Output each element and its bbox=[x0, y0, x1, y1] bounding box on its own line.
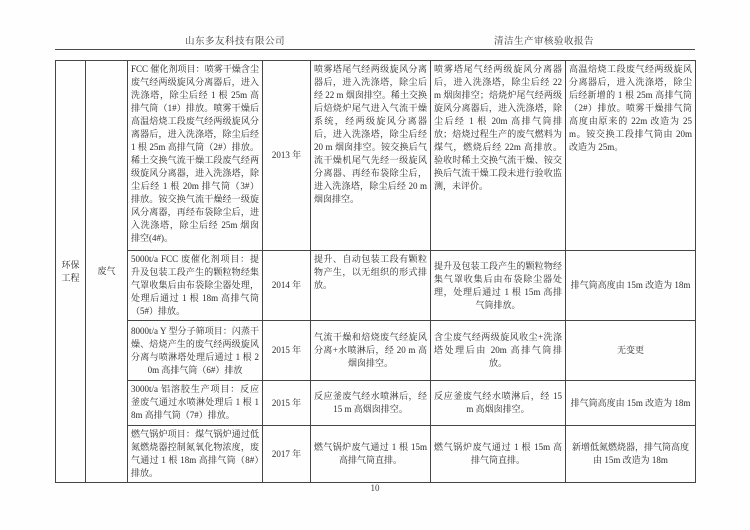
table-cell-original: 燃气锅炉废气通过 1 根 15m 高排气筒直排。 bbox=[311, 426, 431, 483]
table-cell-change: 新增低氮燃烧器，排气筒高度由 15m 改造为 18m bbox=[566, 426, 696, 483]
table-row bbox=[56, 381, 696, 426]
table-cell-original: 反应釜废气经水喷淋后，经 15 m 高烟囱排空。 bbox=[311, 381, 431, 426]
table-row bbox=[56, 426, 696, 483]
table-cell-project: 5000t/a FCC 废催化剂项目：提升及包装工段产生的颗粒物经集气罩收集后由布袋除尘器处理，处理后通过 1 根 18m 高排气筒（5#）排放。 bbox=[128, 251, 263, 321]
table-cell-project: 燃气锅炉项目：煤气锅炉通过低氮燃烧器控制氮氧化物浓度，废气通过 1 根 18m 高排气筒（8#）排放。 bbox=[128, 426, 263, 483]
table-cell-project: 8000t/a Y 型分子筛项目：闪蒸干燥、焙烧产生的废气经两级旋风分离与喷淋塔处理后通过 1 根 20m 高排气筒（6#）排放 bbox=[128, 321, 263, 381]
table-cell-change: 排气筒高度由 15m 改造为 18m bbox=[566, 251, 696, 321]
table-cell-change: 高温焙烧工段废气经两级旋风分离器后，进入洗涤塔，除尘后经新增的 1 根 25m 高排气筒（2#）排放。喷雾干燥排气筒高度由原来的 22m 改造为 25m。铵交换工段排气筒由 20m 改造为 25m。 bbox=[566, 61, 696, 251]
table-cell-acceptance: 燃气锅炉废气通过 1 根 15m 高排气筒直排。 bbox=[431, 426, 566, 483]
subcategory-cell: 废气 bbox=[86, 61, 128, 483]
page-number: 10 bbox=[370, 483, 380, 493]
header-company: 山东多友科技有限公司 bbox=[185, 37, 286, 47]
table-cell-acceptance: 提升及包装工段产生的颗粒物经集气罩收集后由布袋除尘器处理，处理后通过 1 根 15m 高排气筒排放。 bbox=[431, 251, 566, 321]
table-cell-year: 2015 年 bbox=[263, 381, 311, 426]
table-cell-year: 2013 年 bbox=[263, 61, 311, 251]
table-cell-year: 2015 年 bbox=[263, 321, 311, 381]
header-report-title: 清洁生产审核验收报告 bbox=[494, 37, 595, 47]
emissions-audit-table bbox=[55, 60, 696, 483]
table-cell-original: 提升、自动包装工段有颗粒物产生，以无组织的形式排放。 bbox=[311, 251, 431, 321]
table-cell-year: 2014 年 bbox=[263, 251, 311, 321]
table-cell-change: 排气筒高度由 15m 改造为 18m bbox=[566, 381, 696, 426]
table-cell-year: 2017 年 bbox=[263, 426, 311, 483]
table-row bbox=[56, 61, 696, 251]
table-cell-original: 喷雾塔尾气经两级旋风分离器后，进入洗涤塔，除尘后经 22 m 烟囱排空。稀土交换后焙烧炉尾气进入气流干燥系统，经两级旋风分离器后，进入洗涤塔，除尘后经 20 m 烟囱排空。铵交换后气流干燥机尾气先经一级旋风分离器、再经布袋除尘后，进入洗涤塔，除尘后经 20 m 烟囱排空。 bbox=[311, 61, 431, 251]
table-cell-acceptance: 反应釜废气经水喷淋后，经 15 m 高烟囱排空。 bbox=[431, 381, 566, 426]
table-cell-original: 气流干燥和焙烧废气经旋风分离+水喷淋后，经 20 m 高烟囱排空。 bbox=[311, 321, 431, 381]
table-cell-project: FCC 催化剂项目：喷雾干燥含尘废气经两级旋风分离器后，进入洗涤塔，除尘后经 1 根 25m 高排气筒（1#）排放。喷雾干燥后高温焙烧工段废气经两级旋风分离器后，进入洗涤塔，除尘后经 1 根 25m 高排气筒（2#）排放。稀土交换气流干燥工段废气经两级旋风分离器，进入洗涤塔，除尘后经 1 根 20m 排气筒（3#）排放。铵交换气流干燥经一级旋风分离器，再经布袋除尘后，进入洗涤塔，除尘后经 25m 烟囱排空(4#)。 bbox=[128, 61, 263, 251]
table-row bbox=[56, 321, 696, 381]
table-cell-acceptance: 含尘废气经两级旋风收尘+洗涤塔处理后由 20m 高排气筒排放。 bbox=[431, 321, 566, 381]
table-cell-acceptance: 喷雾塔尾气经两级旋风分离器后，进入洗涤塔，除尘后经 22 m 烟囱排空；焙烧炉尾气经两级旋风分离器后，进入洗涤塔，除尘后经 1 根 20m 高排气筒排放；焙烧过程生产的废气燃料为煤气，燃烧后经 22m 高排放。验收时稀土交换气流干燥、铵交换后气流干燥工段未进行验收监测，未评价。 bbox=[431, 61, 566, 251]
category-cell: 环保工程 bbox=[56, 61, 86, 483]
table-row bbox=[56, 251, 696, 321]
header-divider bbox=[55, 49, 695, 50]
table-cell-change: 无变更 bbox=[566, 321, 696, 381]
table-cell-project: 3000t/a 铝溶胶生产项目：反应釜废气通过水喷淋处理后 1 根 18m 高排气筒（7#）排放。 bbox=[128, 381, 263, 426]
